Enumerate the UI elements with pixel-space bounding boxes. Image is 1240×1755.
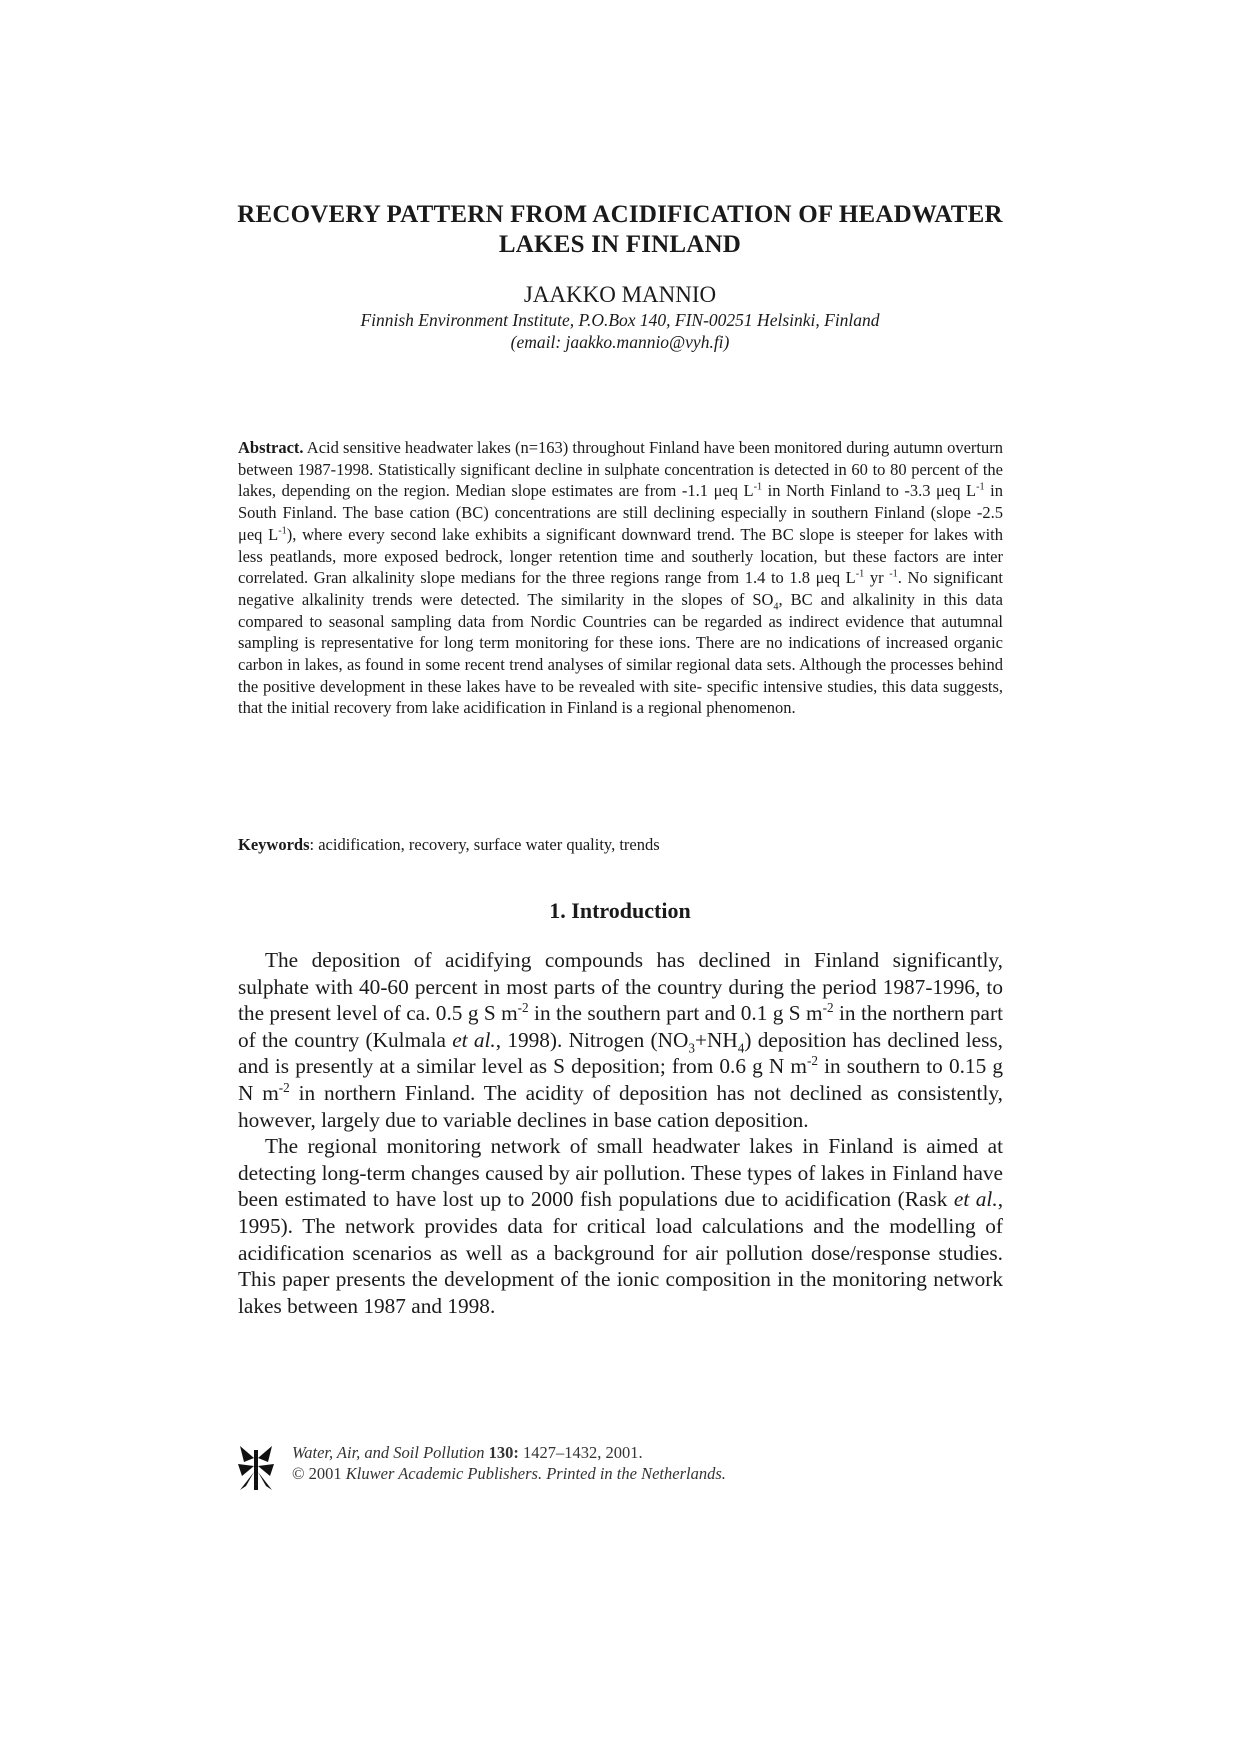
- superscript: -1: [855, 568, 865, 580]
- abstract-text: in North Finland to -3.3 μeq L: [762, 481, 977, 501]
- superscript: -1: [753, 481, 763, 493]
- affiliation: [200, 309, 1040, 353]
- journal-citation: [292, 1442, 726, 1484]
- subscript: 4: [773, 601, 779, 613]
- abstract-text: . No significant negative alkalinity trends were detected. The similarity in the slopes of SO: [238, 568, 1003, 609]
- paragraph: [238, 1133, 1003, 1319]
- text-run: in the northern part of the country (Kulmala: [238, 1001, 1003, 1052]
- publisher: Kluwer Academic Publishers. Printed in the Netherlands.: [345, 1464, 726, 1483]
- author-name: JAAKKO MANNIO: [523, 282, 717, 307]
- text-run: The deposition of acidifying compounds has declined in Finland significantly, sulphate with 40-60 percent in most parts of the country during the period 1987-1996, to the present level of ca. 0.5 g S m: [238, 948, 1003, 1026]
- keywords-text: : acidification, recovery, surface water quality, trends: [309, 835, 660, 854]
- copyright: © 2001: [292, 1464, 346, 1483]
- abstract-label: Abstract.: [238, 438, 304, 457]
- journal-name: Water, Air, and Soil Pollution: [292, 1443, 485, 1462]
- abstract-text: Acid sensitive headwater lakes (n=163) throughout Finland have been monitored during autumn overturn between 1987-1998. Statistically significant decline in sulphate concentration is detected in 60 to 80 percent of the lakes, depending on the region. Median slope estimates are from -1.1 μeq L: [238, 438, 1003, 501]
- abstract-text: , BC and alkalinity in this data compared to seasonal sampling data from Nordic Countries can be regarded as indirect evidence that autumnal sampling is representative for long term monitoring for these ions. There are no indications of increased organic carbon in lakes, as found in some recent trend analyses of similar regional data sets. Although the processes behind the positive development in these lakes have to be revealed with site- specific intensive studies, this data suggests, that the initial recovery from lake acidification in Finland is a regional phenomenon.: [238, 589, 1003, 718]
- text-run: in southern to 0.15 g N m: [238, 1054, 1004, 1105]
- text-run: in northern Finland. The acidity of deposition has not declined as consistently, however, largely due to variable declines in base cation deposition.: [238, 1080, 1003, 1132]
- keywords-label: Keywords: [238, 835, 310, 854]
- subscript: 3: [688, 1040, 695, 1056]
- journal-line: [292, 1442, 726, 1463]
- abstract-text: in South Finland. The base cation (BC) concentrations are still declining especially in southern Finland (slope -2.5 μeq L: [238, 481, 1003, 544]
- author-email: (email: jaakko.mannio@vyh.fi): [510, 332, 730, 352]
- text-run: , 1995). The network provides data for critical load calculations and the modelling of acidification scenarios as well as a background for air pollution dose/response studies. This paper presents the development of the ionic composition in the monitoring network lakes between 1987 and 1998.: [238, 1187, 1004, 1318]
- copyright-line: [292, 1463, 726, 1484]
- text-run: +NH: [694, 1027, 738, 1052]
- section-heading: 1. Introduction: [549, 898, 691, 923]
- journal-pages: 1427–1432, 2001.: [518, 1443, 643, 1462]
- superscript: -2: [806, 1053, 818, 1069]
- journal-volume: 130:: [484, 1443, 519, 1462]
- affiliation-address: Finnish Environment Institute, P.O.Box 140, FIN-00251 Helsinki, Finland: [360, 310, 880, 330]
- body-text: [238, 947, 1003, 1319]
- superscript: -1: [889, 568, 898, 580]
- paper-title: RECOVERY PATTERN FROM ACIDIFICATION OF HEADWATER LAKES IN FINLAND: [237, 201, 1003, 258]
- superscript: -1: [278, 525, 287, 537]
- abstract: [238, 437, 1003, 719]
- publication-footer: [236, 1440, 996, 1496]
- text-run: ) deposition has declined less, and is presently at a similar level as S deposition; from 0.6 g N m: [238, 1027, 1003, 1079]
- paragraph: [238, 947, 1003, 1133]
- text-run: , 1998). Nitrogen (NO: [495, 1027, 689, 1052]
- superscript: -2: [278, 1079, 290, 1095]
- abstract-text: ), where every second lake exhibits a significant downward trend. The BC slope is steeper for lakes with less peatlands, more exposed bedrock, longer retention time and southerly location, but these factors are inter correlated. Gran alkalinity slope medians for the three regions range from 1.4 to 1.8 μeq L: [238, 524, 1003, 588]
- subscript: 4: [737, 1040, 745, 1056]
- abstract-text: yr: [864, 568, 890, 588]
- keywords: [238, 834, 1003, 855]
- superscript: -1: [976, 481, 985, 493]
- citation-etal: et al.: [452, 1027, 496, 1052]
- citation-etal: et al.: [953, 1187, 998, 1212]
- superscript: -2: [822, 1000, 834, 1016]
- text-run: The regional monitoring network of small headwater lakes in Finland is aimed at detecting long-term changes caused by air pollution. These types of lakes in Finland have been estimated to have lost up to 2000 fish populations due to acidification (Rask: [238, 1134, 1003, 1212]
- publisher-logo-icon: [236, 1442, 276, 1494]
- superscript: -2: [517, 1000, 529, 1016]
- text-run: in the southern part and 0.1 g S m: [528, 1001, 823, 1026]
